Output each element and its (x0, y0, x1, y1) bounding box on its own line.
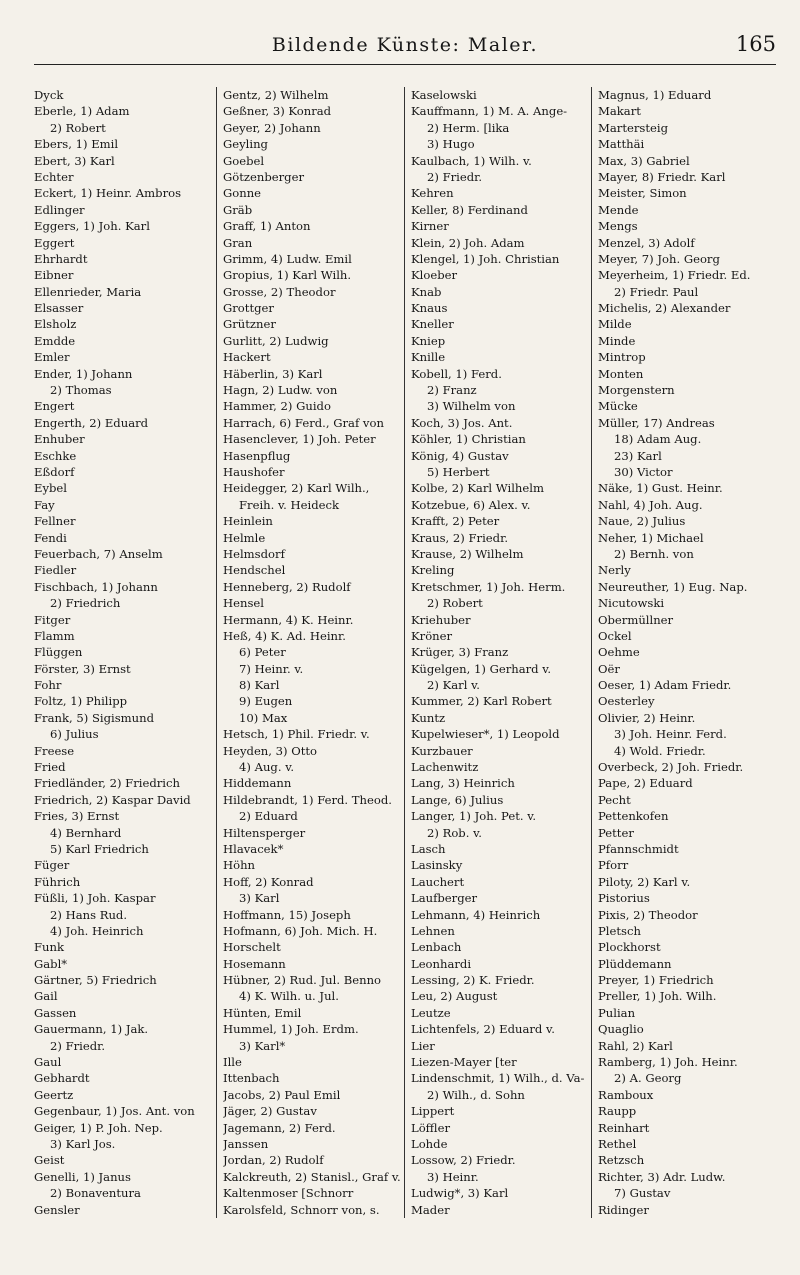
index-entry: Engerth, 2) Eduard (34, 415, 149, 430)
index-entry: Lenbach (411, 940, 462, 955)
index-entry: Plüddemann (598, 956, 672, 971)
index-subentry: 2) Robert (50, 120, 106, 135)
index-subentry: 2) Friedr. Paul (614, 284, 699, 299)
index-entry: Engert (34, 399, 75, 414)
index-subentry: 5) Karl Friedrich (50, 841, 149, 856)
index-entry: Pletsch (598, 923, 641, 938)
index-entry: Gurlitt, 2) Ludwig (223, 333, 329, 348)
index-entry: Eggert (34, 235, 75, 250)
index-entry: Ockel (598, 628, 632, 643)
index-entry: Ludwig*, 3) Karl (411, 1186, 509, 1201)
index-entry: Freese (34, 743, 75, 758)
index-entry: Kurzbauer (411, 743, 473, 758)
index-entry: Pistorius (598, 891, 650, 906)
index-entry: Gärtner, 5) Friedrich (34, 973, 157, 988)
index-entry: Geyling (223, 137, 268, 152)
index-entry: Kreling (411, 563, 455, 578)
index-entry: Hermann, 4) K. Heinr. (223, 612, 354, 627)
index-entry: Grützner (223, 317, 276, 332)
index-entry: Hosemann (223, 956, 286, 971)
index-entry: Lange, 6) Julius (411, 792, 504, 807)
index-entry: Makart (598, 104, 641, 119)
index-entry: Helmsdorf (223, 546, 285, 561)
index-column-1 (34, 87, 216, 1218)
index-entry: Helmle (223, 530, 266, 545)
index-entry: Liezen-Mayer [ter (411, 1055, 517, 1070)
index-entry: Gräb (223, 202, 253, 217)
index-entry: Lasinsky (411, 858, 463, 873)
index-entry: Oër (598, 661, 620, 676)
index-subentry: 2) Thomas (50, 383, 112, 398)
index-entry: Rahl, 2) Karl (598, 1038, 673, 1053)
index-subentry: 3) Karl Jos. (50, 1137, 116, 1151)
index-subentry: 3) Karl (239, 891, 280, 906)
index-entry: Kröner (411, 628, 453, 643)
index-entry: Goebel (223, 153, 265, 168)
index-entry: Gonne (223, 186, 262, 201)
index-subentry: 7) Gustav (614, 1186, 671, 1201)
index-entry: Gassen (34, 1005, 77, 1020)
index-entry: Pettenkofen (598, 809, 669, 824)
index-entry: Gauermann, 1) Jak. (34, 1022, 149, 1037)
index-subentry: 5) Herbert (427, 464, 490, 479)
index-subentry: 9) Eugen (239, 694, 293, 709)
index-entry: Hoff, 2) Konrad (223, 874, 314, 889)
index-entry: Gebhardt (34, 1071, 90, 1086)
index-entry: Leu, 2) August (411, 989, 498, 1004)
index-entry: Hasenclever, 1) Joh. Peter (223, 432, 376, 447)
index-entry: Grosse, 2) Theodor (223, 284, 336, 299)
index-entry: Ebert, 3) Karl (34, 153, 115, 168)
index-entry: Preller, 1) Joh. Wilh. (598, 989, 717, 1004)
index-entry: Fay (34, 497, 55, 512)
index-entry: Gegenbaur, 1) Jos. Ant. von (34, 1104, 195, 1119)
index-entry: Eckert, 1) Heinr. Ambros (34, 186, 182, 201)
index-entry: Ramboux (598, 1087, 654, 1102)
index-subentry: 3) Karl* (239, 1038, 286, 1053)
index-entry: Friedländer, 2) Friedrich (34, 776, 180, 791)
index-entry: Oehme (598, 645, 640, 660)
index-entry: Ebers, 1) Emil (34, 137, 119, 152)
index-entry: Eßdorf (34, 464, 75, 479)
index-entry: Milde (598, 317, 632, 332)
index-entry: Meyerheim, 1) Friedr. Ed. (598, 268, 751, 283)
index-entry: Jagemann, 2) Ferd. (223, 1120, 336, 1135)
index-subentry: 2) Robert (427, 596, 483, 611)
index-entry: Kirner (411, 219, 449, 234)
index-subentry: 4) K. Wilh. u. Jul. (239, 989, 339, 1004)
index-subentry: 2) Wilh., d. Sohn (427, 1087, 525, 1102)
index-entry: Minde (598, 333, 636, 348)
index-entry: Hünten, Emil (223, 1005, 302, 1020)
index-entry: Nicutowski (598, 596, 665, 611)
index-entry: Henneberg, 2) Rudolf (223, 579, 351, 594)
index-entry: Richter, 3) Adr. Ludw. (598, 1169, 726, 1184)
index-entry: Klein, 2) Joh. Adam (411, 235, 525, 250)
index-entry: Leonhardi (411, 956, 472, 971)
index-entry: Hasenpflug (223, 448, 291, 463)
index-entry: Mücke (598, 399, 638, 414)
page-header (34, 32, 776, 62)
index-subentry: 23) Karl (614, 448, 662, 463)
index-subentry: 3) Heinr. (427, 1169, 479, 1184)
index-entry: Matthäi (598, 137, 645, 152)
index-subentry: 4) Joh. Heinrich (50, 923, 144, 938)
index-entry: Edlinger (34, 202, 85, 217)
page-number: 165 (735, 32, 776, 56)
index-entry: Lessing, 2) K. Friedr. (411, 973, 535, 988)
index-entry: Höhn (223, 858, 256, 873)
index-entry: Kotzebue, 6) Alex. v. (411, 497, 531, 512)
index-entry: Leutze (411, 1005, 451, 1020)
index-entry: Kauffmann, 1) M. A. Ange- (411, 104, 568, 119)
index-entry: Knab (411, 284, 442, 299)
index-entry: Fendi (34, 530, 67, 545)
index-subentry: 2) Franz (427, 383, 477, 398)
index-entry: Lachenwitz (411, 760, 479, 775)
index-subentry: 4) Aug. v. (239, 760, 295, 775)
index-column-2 (216, 87, 404, 1218)
index-entry: Flamm (34, 628, 75, 643)
index-entry: Morgenstern (598, 383, 675, 398)
index-subentry: 8) Karl (239, 678, 280, 693)
index-entry: Fellner (34, 514, 76, 529)
index-entry: Rethel (598, 1137, 637, 1151)
index-entry: Kniep (411, 333, 446, 348)
index-entry: Grottger (223, 301, 274, 316)
index-entry: Gaul (34, 1055, 62, 1070)
index-entry: Krüger, 3) Franz (411, 645, 509, 660)
index-entry: Kaselowski (411, 88, 477, 102)
index-entry: Lehmann, 4) Heinrich (411, 907, 541, 922)
index-entry: Pixis, 2) Theodor (598, 907, 698, 922)
index-entry: Lohde (411, 1137, 448, 1151)
index-entry: Piloty, 2) Karl v. (598, 874, 691, 889)
index-entry: Magnus, 1) Eduard (598, 88, 712, 102)
index-entry: Martersteig (598, 120, 668, 135)
index-entry: Lichtenfels, 2) Eduard v. (411, 1022, 555, 1037)
index-entry: Geertz (34, 1087, 74, 1102)
index-entry: Kraus, 2) Friedr. (411, 530, 509, 545)
index-entry: Hildebrandt, 1) Ferd. Theod. (223, 792, 392, 807)
index-entry: Ramberg, 1) Joh. Heinr. (598, 1055, 738, 1070)
index-entry: Reinhart (598, 1120, 650, 1135)
index-entry: Lier (411, 1038, 435, 1053)
index-entry: Obermüllner (598, 612, 674, 627)
index-entry: Heidegger, 2) Karl Wilh., (223, 481, 370, 496)
index-entry: Eschke (34, 448, 77, 463)
index-entry: Funk (34, 940, 65, 955)
index-subentry: 2) Friedr. (50, 1038, 106, 1053)
index-entry: Fischbach, 1) Johann (34, 579, 158, 594)
index-entry: Götzenberger (223, 169, 304, 184)
index-entry: Krafft, 2) Peter (411, 514, 500, 529)
index-entry: Förster, 3) Ernst (34, 661, 131, 676)
index-subentry: 6) Julius (50, 727, 99, 742)
index-entry: Heß, 4) K. Ad. Heinr. (223, 628, 346, 643)
index-entry: Plockhorst (598, 940, 661, 955)
index-entry: Frank, 5) Sigismund (34, 710, 155, 725)
index-entry: Hübner, 2) Rud. Jul. Benno (223, 973, 382, 988)
index-entry: Oeser, 1) Adam Friedr. (598, 678, 732, 693)
index-entry: Fries, 3) Ernst (34, 809, 120, 824)
index-entry: Kummer, 2) Karl Robert (411, 694, 552, 709)
index-subentry: 2) Hans Rud. (50, 907, 128, 922)
index-entry: Geßner, 3) Konrad (223, 104, 332, 119)
index-entry: Neher, 1) Michael (598, 530, 704, 545)
index-entry: Gran (223, 235, 253, 250)
index-entry: Emler (34, 350, 70, 365)
index-subentry: 2) Friedr. (427, 169, 483, 184)
index-entry: Neureuther, 1) Eug. Nap. (598, 579, 748, 594)
index-entry: Meyer, 7) Joh. Georg (598, 251, 720, 266)
index-entry: Löffler (411, 1120, 451, 1135)
index-entry: Horschelt (223, 940, 281, 955)
index-entry: Pfannschmidt (598, 841, 679, 856)
index-subentry: 3) Hugo (427, 137, 475, 152)
index-entry: Müller, 17) Andreas (598, 415, 715, 430)
index-entry: Kloeber (411, 268, 458, 283)
index-entry: Monten (598, 366, 644, 381)
index-entry: Kolbe, 2) Karl Wilhelm (411, 481, 544, 496)
index-column-4 (591, 87, 776, 1218)
page (34, 32, 776, 1252)
index-subentry: 10) Max (239, 710, 288, 725)
index-subentry: 2) Herm. [lika (427, 120, 510, 135)
index-subentry: 3) Wilhelm von (427, 399, 516, 414)
index-entry: Hetsch, 1) Phil. Friedr. v. (223, 727, 370, 742)
index-entry: Hammer, 2) Guido (223, 399, 331, 414)
index-entry: Heinlein (223, 514, 273, 529)
index-entry: Lossow, 2) Friedr. (411, 1153, 516, 1168)
index-entry: Foltz, 1) Philipp (34, 694, 128, 709)
index-entry: Mengs (598, 219, 638, 234)
index-subentry: 2) A. Georg (614, 1071, 682, 1086)
index-entry: Gabl* (34, 956, 68, 971)
index-entry: Pecht (598, 792, 631, 807)
index-entry: Pforr (598, 858, 629, 873)
index-entry: Gropius, 1) Karl Wilh. (223, 268, 352, 283)
index-entry: Klengel, 1) Joh. Christian (411, 251, 560, 266)
index-entry: Friedrich, 2) Kaspar David (34, 792, 191, 807)
index-entry: Elsasser (34, 301, 84, 316)
index-entry: Hagn, 2) Ludw. von (223, 383, 338, 398)
index-entry: Lindenschmit, 1) Wilh., d. Va- (411, 1071, 585, 1086)
index-entry: Hlavacek* (223, 841, 284, 856)
index-subentry: 3) Joh. Heinr. Ferd. (614, 727, 727, 742)
index-subentry: 18) Adam Aug. (614, 432, 702, 447)
index-entry: Quaglio (598, 1022, 644, 1037)
index-entry: Lauchert (411, 874, 465, 889)
index-entry: Elsholz (34, 317, 77, 332)
index-entry: Fried (34, 760, 66, 775)
index-entry: Kehren (411, 186, 454, 201)
index-entry: Mende (598, 202, 639, 217)
index-entry: Kaltenmoser [Schnorr (223, 1186, 354, 1201)
index-entry: Gentz, 2) Wilhelm (223, 88, 329, 102)
index-entry: Mader (411, 1202, 450, 1217)
index-entry: Nahl, 4) Joh. Aug. (598, 497, 703, 512)
index-entry: König, 4) Gustav (411, 448, 509, 463)
index-entry: Köhler, 1) Christian (411, 432, 526, 447)
index-entry: Geiger, 1) P. Joh. Nep. (34, 1120, 163, 1135)
index-entry: Eggers, 1) Joh. Karl (34, 219, 150, 234)
index-subentry: 2) Rob. v. (427, 825, 482, 840)
index-entry: Oesterley (598, 694, 655, 709)
index-entry: Kuntz (411, 710, 446, 725)
index-entry: Petter (598, 825, 634, 840)
index-entry: Kobell, 1) Ferd. (411, 366, 502, 381)
index-entry: Führich (34, 874, 81, 889)
index-entry: Krause, 2) Wilhelm (411, 546, 524, 561)
index-entry: Grimm, 4) Ludw. Emil (223, 251, 352, 266)
index-entry: Naue, 2) Julius (598, 514, 686, 529)
index-entry: Kupelwieser*, 1) Leopold (411, 727, 560, 742)
index-subentry: 4) Wold. Friedr. (614, 743, 706, 758)
index-subentry: 30) Victor (614, 464, 673, 479)
index-entry: Menzel, 3) Adolf (598, 235, 695, 250)
index-entry: Eybel (34, 481, 68, 496)
index-entry: Jordan, 2) Rudolf (223, 1153, 324, 1168)
index-entry: Mintrop (598, 350, 646, 365)
index-entry: Graff, 1) Anton (223, 219, 311, 234)
index-entry: Michelis, 2) Alexander (598, 301, 731, 316)
index-entry: Jacobs, 2) Paul Emil (223, 1087, 341, 1102)
index-subentry: 2) Friedrich (50, 596, 121, 611)
index-subentry: 7) Heinr. v. (239, 661, 304, 676)
index-entry: Hiltensperger (223, 825, 306, 840)
index-entry: Ittenbach (223, 1071, 280, 1086)
index-entry: Dyck (34, 88, 64, 102)
index-entry: Lehnen (411, 923, 455, 938)
index-entry: Hackert (223, 350, 271, 365)
index-entry: Karolsfeld, Schnorr von, s. (223, 1202, 380, 1217)
index-subentry: 4) Bernhard (50, 825, 122, 840)
index-columns (34, 87, 776, 1218)
index-entry: Knaus (411, 301, 448, 316)
index-entry: Enhuber (34, 432, 85, 447)
index-entry: Mayer, 8) Friedr. Karl (598, 169, 726, 184)
index-column-3 (404, 87, 591, 1218)
index-subentry: Freih. v. Heideck (239, 497, 340, 512)
index-entry: Kügelgen, 1) Gerhard v. (411, 661, 552, 676)
index-entry: Heyden, 3) Otto (223, 743, 318, 758)
index-entry: Overbeck, 2) Joh. Friedr. (598, 760, 744, 775)
page-title: Bildende Künste: Maler. (271, 34, 539, 56)
index-entry: Kretschmer, 1) Joh. Herm. (411, 579, 566, 594)
index-entry: Fitger (34, 612, 71, 627)
index-entry: Gail (34, 989, 58, 1004)
index-subentry: 2) Bernh. von (614, 546, 694, 561)
index-entry: Meister, Simon (598, 186, 687, 201)
index-entry: Janssen (223, 1137, 269, 1151)
index-subentry: 6) Peter (239, 645, 286, 660)
index-entry: Pape, 2) Eduard (598, 776, 693, 791)
index-entry: Feuerbach, 7) Anselm (34, 546, 163, 561)
index-entry: Knille (411, 350, 446, 365)
index-entry: Max, 3) Gabriel (598, 153, 690, 168)
index-entry: Lang, 3) Heinrich (411, 776, 515, 791)
index-entry: Geyer, 2) Johann (223, 120, 321, 135)
index-entry: Eberle, 1) Adam (34, 104, 130, 119)
index-entry: Jäger, 2) Gustav (223, 1104, 317, 1119)
index-entry: Fohr (34, 678, 62, 693)
index-entry: Füßli, 1) Joh. Kaspar (34, 891, 156, 906)
index-entry: Ehrhardt (34, 251, 88, 266)
index-entry: Häberlin, 3) Karl (223, 366, 323, 381)
index-subentry: 2) Eduard (239, 809, 298, 824)
index-entry: Kriehuber (411, 612, 471, 627)
index-entry: Fiedler (34, 563, 77, 578)
index-entry: Ellenrieder, Maria (34, 284, 142, 299)
index-entry: Retzsch (598, 1153, 645, 1168)
index-entry: Gensler (34, 1202, 80, 1217)
index-entry: Geist (34, 1153, 65, 1168)
index-entry: Lasch (411, 841, 446, 856)
index-entry: Haushofer (223, 464, 285, 479)
index-entry: Ridinger (598, 1202, 649, 1217)
index-entry: Kalckreuth, 2) Stanisl., Graf v. (223, 1169, 401, 1184)
index-entry: Keller, 8) Ferdinand (411, 202, 528, 217)
index-entry: Emdde (34, 333, 76, 348)
index-entry: Kaulbach, 1) Wilh. v. (411, 153, 532, 168)
index-entry: Preyer, 1) Friedrich (598, 973, 714, 988)
index-subentry: 2) Karl v. (427, 678, 480, 693)
index-subentry: 2) Bonaventura (50, 1186, 141, 1201)
index-entry: Hoffmann, 15) Joseph (223, 907, 351, 922)
index-entry: Näke, 1) Gust. Heinr. (598, 481, 723, 496)
index-entry: Nerly (598, 563, 631, 578)
index-entry: Eibner (34, 268, 74, 283)
index-entry: Flüggen (34, 645, 83, 660)
index-entry: Ille (223, 1055, 242, 1070)
index-entry: Raupp (598, 1104, 637, 1119)
index-entry: Harrach, 6) Ferd., Graf von (223, 415, 384, 430)
index-entry: Hummel, 1) Joh. Erdm. (223, 1022, 359, 1037)
index-entry: Lippert (411, 1104, 455, 1119)
index-entry: Hensel (223, 596, 264, 611)
index-entry: Hofmann, 6) Joh. Mich. H. (223, 923, 378, 938)
header-rule (34, 64, 776, 65)
index-entry: Hendschel (223, 563, 286, 578)
index-entry: Langer, 1) Joh. Pet. v. (411, 809, 537, 824)
index-entry: Koch, 3) Jos. Ant. (411, 415, 513, 430)
index-entry: Pulian (598, 1005, 636, 1020)
index-entry: Laufberger (411, 891, 478, 906)
index-entry: Füger (34, 858, 70, 873)
index-entry: Echter (34, 169, 74, 184)
index-entry: Olivier, 2) Heinr. (598, 710, 696, 725)
index-entry: Ender, 1) Johann (34, 366, 133, 381)
index-entry: Kneller (411, 317, 454, 332)
index-entry: Genelli, 1) Janus (34, 1169, 131, 1184)
index-entry: Hiddemann (223, 776, 292, 791)
